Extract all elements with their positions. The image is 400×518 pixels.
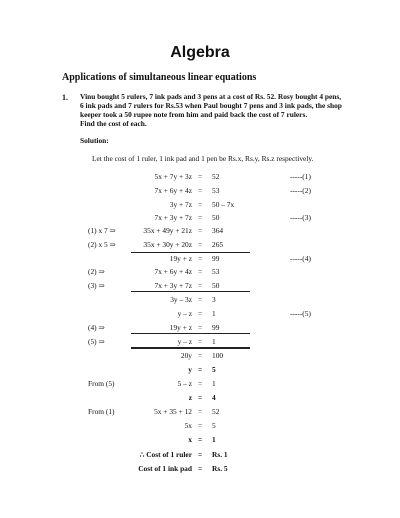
- solution-intro: Let the cost of 1 ruler, 1 ink pad and 1 pen be Rs.x, Rs.y, Rs.z respectively.: [92, 154, 314, 163]
- equals-sign: =: [198, 323, 203, 332]
- question-line: keeper took a 50 rupee note from him and paid back the cost of 7 rulers.: [80, 110, 308, 119]
- equals-sign: =: [198, 281, 203, 290]
- step-label: (3) ⇒: [88, 281, 105, 290]
- question-line: Vinu bought 5 rulers, 7 ink pads and 3 pens at a cost of Rs. 52. Rosy bought 4 pens,: [80, 92, 342, 101]
- equation-rhs: 99: [212, 254, 220, 263]
- equation-lhs: 20y: [180, 351, 192, 360]
- question-line: 6 ink pads and 7 rulers for Rs.53 when Paul bought 7 pens and 3 ink pads, the shop: [80, 101, 342, 110]
- equation-rhs: 1: [212, 337, 216, 346]
- equation-row: [0, 254, 400, 264]
- equation-lhs: 19y + z: [169, 254, 192, 263]
- solution-heading: Solution:: [80, 136, 109, 145]
- equals-sign: =: [198, 393, 203, 402]
- equation-row: [0, 393, 400, 403]
- equals-sign: =: [198, 365, 203, 374]
- equation-rhs: Rs. 5: [212, 464, 228, 473]
- equation-rhs: 52: [212, 407, 220, 416]
- equation-lhs: 5x: [184, 421, 192, 430]
- equals-sign: =: [198, 309, 203, 318]
- equation-tag: -----(1): [290, 172, 311, 181]
- equation-row: [0, 309, 400, 319]
- equation-rhs: 52: [212, 172, 220, 181]
- section-subtitle: Applications of simultaneous linear equations: [62, 72, 257, 83]
- equals-sign: =: [198, 172, 203, 181]
- question-line: Find the cost of each.: [80, 119, 147, 128]
- equation-row: [0, 435, 400, 445]
- equation-rhs: 50: [212, 281, 220, 290]
- subtraction-rule: [131, 291, 250, 292]
- subtraction-rule: [131, 333, 250, 334]
- equals-sign: =: [198, 464, 203, 473]
- equation-row: [0, 200, 400, 210]
- equals-sign: =: [198, 226, 203, 235]
- equation-row: [0, 186, 400, 196]
- equation-lhs: 3y – 3z: [170, 295, 192, 304]
- equation-tag: -----(3): [290, 213, 311, 222]
- equation-row: [0, 267, 400, 277]
- equals-sign: =: [198, 421, 203, 430]
- subtraction-rule: [131, 252, 250, 253]
- step-label: (2) ⇒: [88, 267, 105, 276]
- equation-rhs: 50 – 7x: [212, 200, 235, 209]
- equals-sign: =: [198, 337, 203, 346]
- equals-sign: =: [198, 267, 203, 276]
- equals-sign: =: [198, 186, 203, 195]
- equation-row: [0, 295, 400, 305]
- step-label: (1) x 7 ⇒: [88, 226, 116, 235]
- equation-lhs: y – z: [177, 309, 192, 318]
- equation-tag: -----(5): [290, 309, 311, 318]
- equation-rhs: 53: [212, 267, 220, 276]
- equation-row: [0, 379, 400, 389]
- equation-rhs: 265: [212, 240, 224, 249]
- equation-row: [0, 281, 400, 291]
- equation-lhs: y: [188, 365, 192, 374]
- equation-row: [0, 323, 400, 333]
- equals-sign: =: [198, 295, 203, 304]
- equation-rhs: 5: [212, 365, 216, 374]
- equation-row: [0, 365, 400, 375]
- equation-lhs: 7x + 3y + 7z: [154, 213, 192, 222]
- equation-rhs: 1: [212, 379, 216, 388]
- step-label: From (1): [88, 407, 115, 416]
- equals-sign: =: [198, 351, 203, 360]
- equation-lhs: x: [188, 435, 192, 444]
- equation-lhs: 7x + 6y + 4z: [154, 186, 192, 195]
- step-label: (2) x 5 ⇒: [88, 240, 116, 249]
- equation-lhs: 35x + 30y + 20z: [143, 240, 192, 249]
- step-label: (5) ⇒: [88, 337, 105, 346]
- equation-tag: -----(4): [290, 254, 311, 263]
- step-label: (4) ⇒: [88, 323, 105, 332]
- equation-lhs: 3y + 7z: [169, 200, 192, 209]
- equation-row: [0, 240, 400, 250]
- equation-lhs: y – z: [177, 337, 192, 346]
- equation-row: [0, 407, 400, 417]
- equation-row: [0, 450, 400, 460]
- equation-lhs: z: [188, 393, 192, 402]
- equation-rhs: 364: [212, 226, 224, 235]
- equation-lhs: 5x + 7y + 3z: [154, 172, 192, 181]
- equation-rhs: Rs. 1: [212, 450, 228, 459]
- page-title: Algebra: [170, 44, 230, 61]
- step-label: From (5): [88, 379, 115, 388]
- equation-row: [0, 351, 400, 361]
- equation-row: [0, 464, 400, 474]
- equals-sign: =: [198, 213, 203, 222]
- equation-rhs: 5: [212, 421, 216, 430]
- equals-sign: =: [198, 407, 203, 416]
- equation-rhs: 100: [212, 351, 224, 360]
- equation-tag: -----(2): [290, 186, 311, 195]
- equals-sign: =: [198, 240, 203, 249]
- equation-rhs: 99: [212, 323, 220, 332]
- equation-lhs: 19y + z: [169, 323, 192, 332]
- equation-row: [0, 213, 400, 223]
- equation-rhs: 1: [212, 435, 216, 444]
- equation-row: [0, 421, 400, 431]
- equals-sign: =: [198, 254, 203, 263]
- subtraction-rule: [131, 348, 250, 349]
- equation-lhs: 7x + 6y + 4z: [154, 267, 192, 276]
- equals-sign: =: [198, 379, 203, 388]
- equation-lhs: 5x + 35 + 12: [154, 407, 192, 416]
- equals-sign: =: [198, 200, 203, 209]
- equation-lhs: Cost of 1 ink pad: [138, 464, 192, 473]
- equation-rhs: 4: [212, 393, 216, 402]
- equation-lhs: 7x + 3y + 7z: [154, 281, 192, 290]
- equation-lhs: 5 – z: [177, 379, 192, 388]
- equation-lhs: ∴ Cost of 1 ruler: [139, 450, 192, 459]
- equation-rhs: 53: [212, 186, 220, 195]
- equation-row: [0, 172, 400, 182]
- equation-rhs: 1: [212, 309, 216, 318]
- equals-sign: =: [198, 435, 203, 444]
- question-number: 1.: [62, 93, 68, 102]
- equation-rhs: 3: [212, 295, 216, 304]
- equation-row: [0, 337, 400, 347]
- equals-sign: =: [198, 450, 203, 459]
- equation-rhs: 50: [212, 213, 220, 222]
- equation-row: [0, 226, 400, 236]
- equation-lhs: 35x + 49y + 21z: [143, 226, 192, 235]
